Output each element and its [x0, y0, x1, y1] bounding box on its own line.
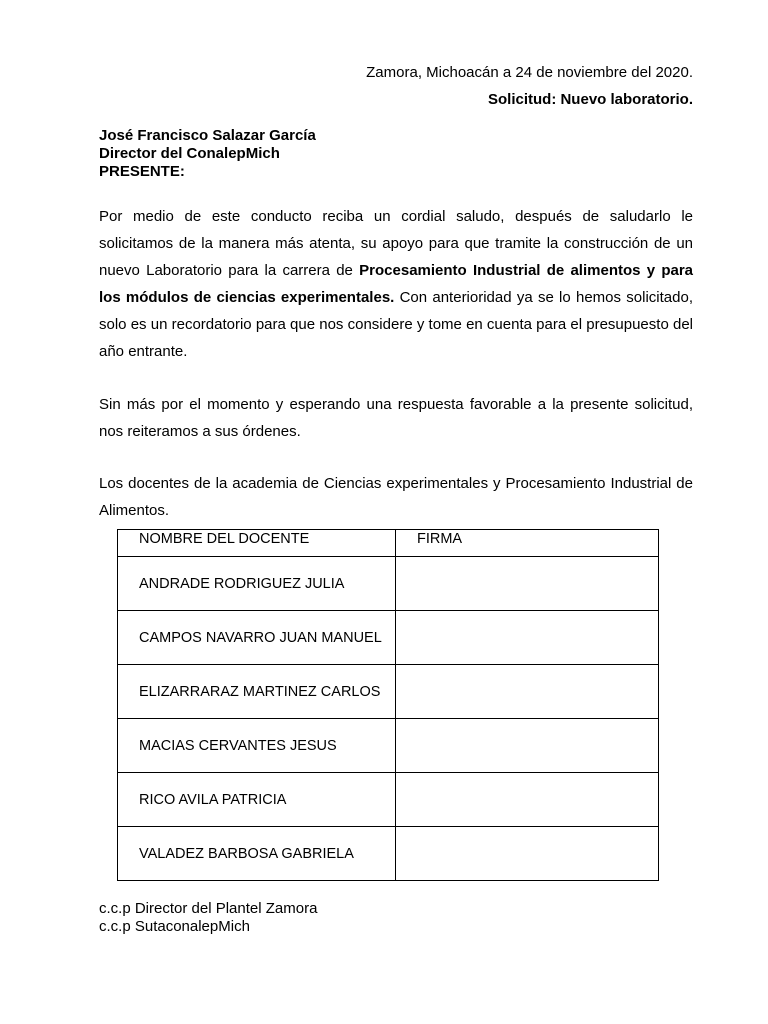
table-row — [118, 557, 659, 611]
table-header-row — [118, 530, 659, 557]
date-line: Zamora, Michoacán a 24 de noviembre del 2020. — [366, 64, 693, 81]
table-row — [118, 665, 659, 719]
paragraph-1-text-start: Por medio de este conducto reciba un cordial saludo, después de saludarlo le solicitamos de la manera más atenta, su apoyo para que tramite la construcción de un nuevo Laboratorio para la carrera de — [99, 208, 693, 279]
subject-line: Solicitud: Nuevo laboratorio. — [487, 91, 693, 108]
header-name: NOMBRE DEL DOCENTE — [118, 530, 396, 557]
body-paragraph-1 — [99, 203, 693, 365]
body-paragraph-2: Sin más por el momento y esperando una respuesta favorable a la presente solicitud, nos reiteramos a sus órdenes. — [99, 396, 693, 440]
header-signature: FIRMA — [396, 530, 659, 557]
addressee-greeting: PRESENTE: — [99, 163, 185, 180]
addressee-block — [99, 127, 316, 181]
table-row — [118, 827, 659, 881]
teacher-name: RICO AVILA PATRICIA — [118, 773, 396, 827]
signature-cell — [396, 665, 659, 719]
table-row — [118, 773, 659, 827]
body-paragraph-3: Los docentes de la academia de Ciencias experimentales y Procesamiento Industrial de Alimentos. — [99, 475, 693, 519]
paragraph-1-text-end: Con anterioridad ya se lo hemos solicitado, solo es un recordatorio para que nos considere y tome en cuenta para el presupuesto del año entrante. — [99, 289, 693, 360]
teacher-name: ELIZARRARAZ MARTINEZ CARLOS — [118, 665, 396, 719]
ccp-block — [99, 900, 317, 936]
signature-cell — [396, 611, 659, 665]
ccp-line: c.c.p SutaconalepMich — [99, 918, 250, 935]
table-row — [118, 611, 659, 665]
addressee-position: Director del ConalepMich — [99, 145, 280, 162]
signature-cell — [396, 773, 659, 827]
signature-cell — [396, 719, 659, 773]
paragraph-1-bold-text: Procesamiento Industrial de alimentos y para los módulos de ciencias experimentales. — [99, 262, 694, 306]
addressee-name: José Francisco Salazar García — [99, 127, 316, 144]
teacher-name: ANDRADE RODRIGUEZ JULIA — [118, 557, 396, 611]
signature-table — [117, 529, 659, 881]
signature-cell — [396, 827, 659, 881]
teacher-name: MACIAS CERVANTES JESUS — [118, 719, 396, 773]
ccp-line: c.c.p Director del Plantel Zamora — [99, 900, 318, 917]
teacher-name: VALADEZ BARBOSA GABRIELA — [118, 827, 396, 881]
table-row — [118, 719, 659, 773]
signature-cell — [396, 557, 659, 611]
teacher-name: CAMPOS NAVARRO JUAN MANUEL — [118, 611, 396, 665]
